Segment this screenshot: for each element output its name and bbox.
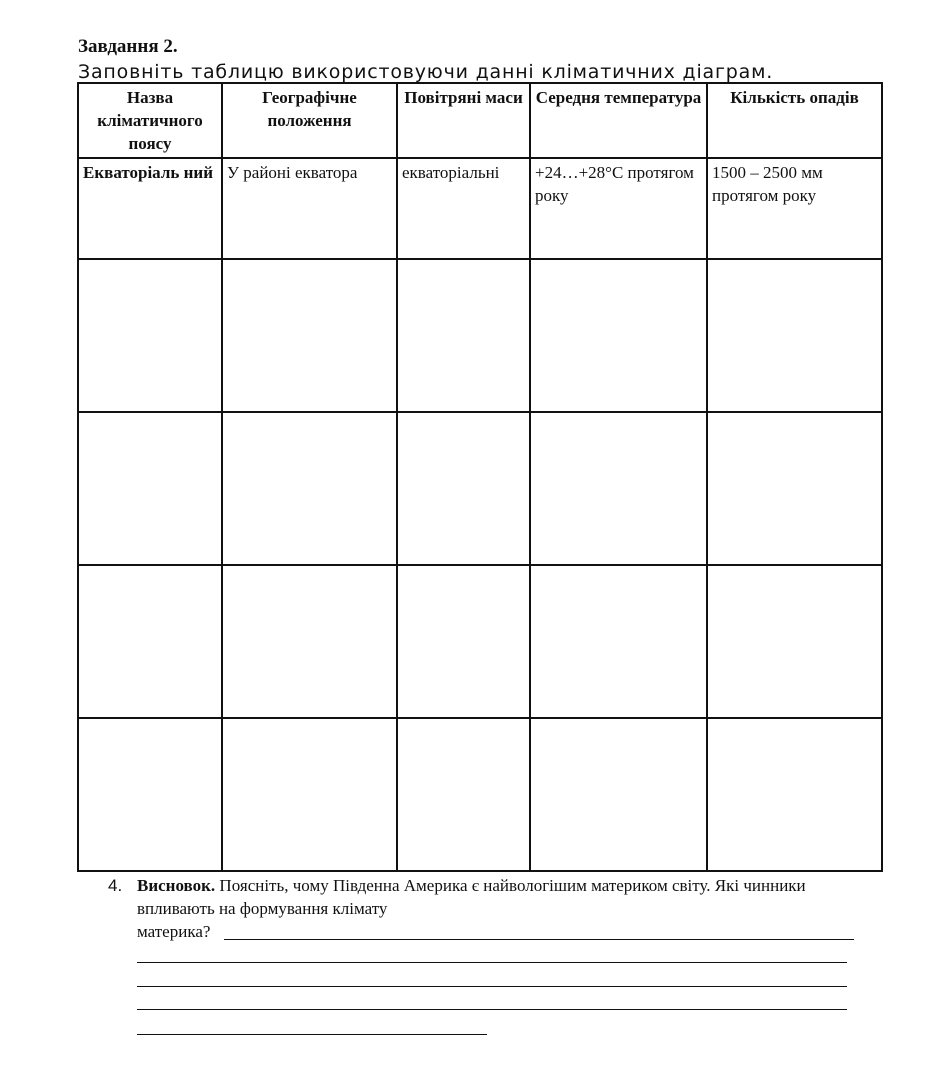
empty-cell[interactable] bbox=[78, 718, 222, 871]
table-row bbox=[78, 158, 882, 259]
table-row bbox=[78, 412, 882, 565]
cell-geographic-position: У районі екватора bbox=[222, 158, 397, 259]
answer-line[interactable] bbox=[137, 1034, 487, 1035]
header-geographic-position: Географічне положення bbox=[222, 83, 397, 158]
empty-cell[interactable] bbox=[530, 565, 707, 718]
header-precipitation: Кількість опадів bbox=[707, 83, 882, 158]
table-row bbox=[78, 718, 882, 871]
conclusion-number: 4. bbox=[108, 876, 123, 895]
empty-cell[interactable] bbox=[78, 259, 222, 412]
answer-line[interactable] bbox=[137, 986, 847, 987]
answer-line[interactable] bbox=[137, 962, 847, 963]
table-row bbox=[78, 259, 882, 412]
cell-average-temperature: +24…+28°С протягом року bbox=[530, 158, 707, 259]
empty-cell[interactable] bbox=[397, 259, 530, 412]
header-climate-belt: Назва кліматичного поясу bbox=[78, 83, 222, 158]
empty-cell[interactable] bbox=[222, 412, 397, 565]
empty-cell[interactable] bbox=[530, 412, 707, 565]
empty-cell[interactable] bbox=[222, 259, 397, 412]
empty-cell[interactable] bbox=[78, 412, 222, 565]
empty-cell[interactable] bbox=[397, 565, 530, 718]
task-title: Завдання 2. bbox=[78, 36, 178, 57]
answer-line[interactable] bbox=[224, 939, 854, 940]
conclusion-last-line: материка? bbox=[137, 922, 211, 941]
answer-line[interactable] bbox=[137, 1009, 847, 1010]
cell-climate-belt: Екваторіаль ний bbox=[78, 158, 222, 259]
empty-cell[interactable] bbox=[222, 565, 397, 718]
empty-cell[interactable] bbox=[397, 412, 530, 565]
empty-cell[interactable] bbox=[397, 718, 530, 871]
table-header-row bbox=[78, 83, 882, 158]
empty-cell[interactable] bbox=[78, 565, 222, 718]
empty-cell[interactable] bbox=[530, 718, 707, 871]
empty-cell[interactable] bbox=[530, 259, 707, 412]
empty-cell[interactable] bbox=[707, 565, 882, 718]
header-air-masses: Повітряні маси bbox=[397, 83, 530, 158]
header-average-temperature: Середня температура bbox=[530, 83, 707, 158]
conclusion-label: Висновок. bbox=[137, 876, 216, 895]
empty-cell[interactable] bbox=[222, 718, 397, 871]
climate-table bbox=[77, 82, 883, 872]
empty-cell[interactable] bbox=[707, 412, 882, 565]
empty-cell[interactable] bbox=[707, 259, 882, 412]
task-instruction: Заповніть таблицю використовуючи данні кліматичних діаграм. bbox=[78, 61, 774, 83]
cell-precipitation: 1500 – 2500 мм протягом року bbox=[707, 158, 882, 259]
conclusion-question bbox=[137, 874, 867, 943]
conclusion-text: Поясніть, чому Південна Америка є найвологішим материком світу. Які чинники впливають на формування клімату bbox=[137, 876, 806, 918]
cell-air-masses: екваторіальні bbox=[397, 158, 530, 259]
table-row bbox=[78, 565, 882, 718]
empty-cell[interactable] bbox=[707, 718, 882, 871]
